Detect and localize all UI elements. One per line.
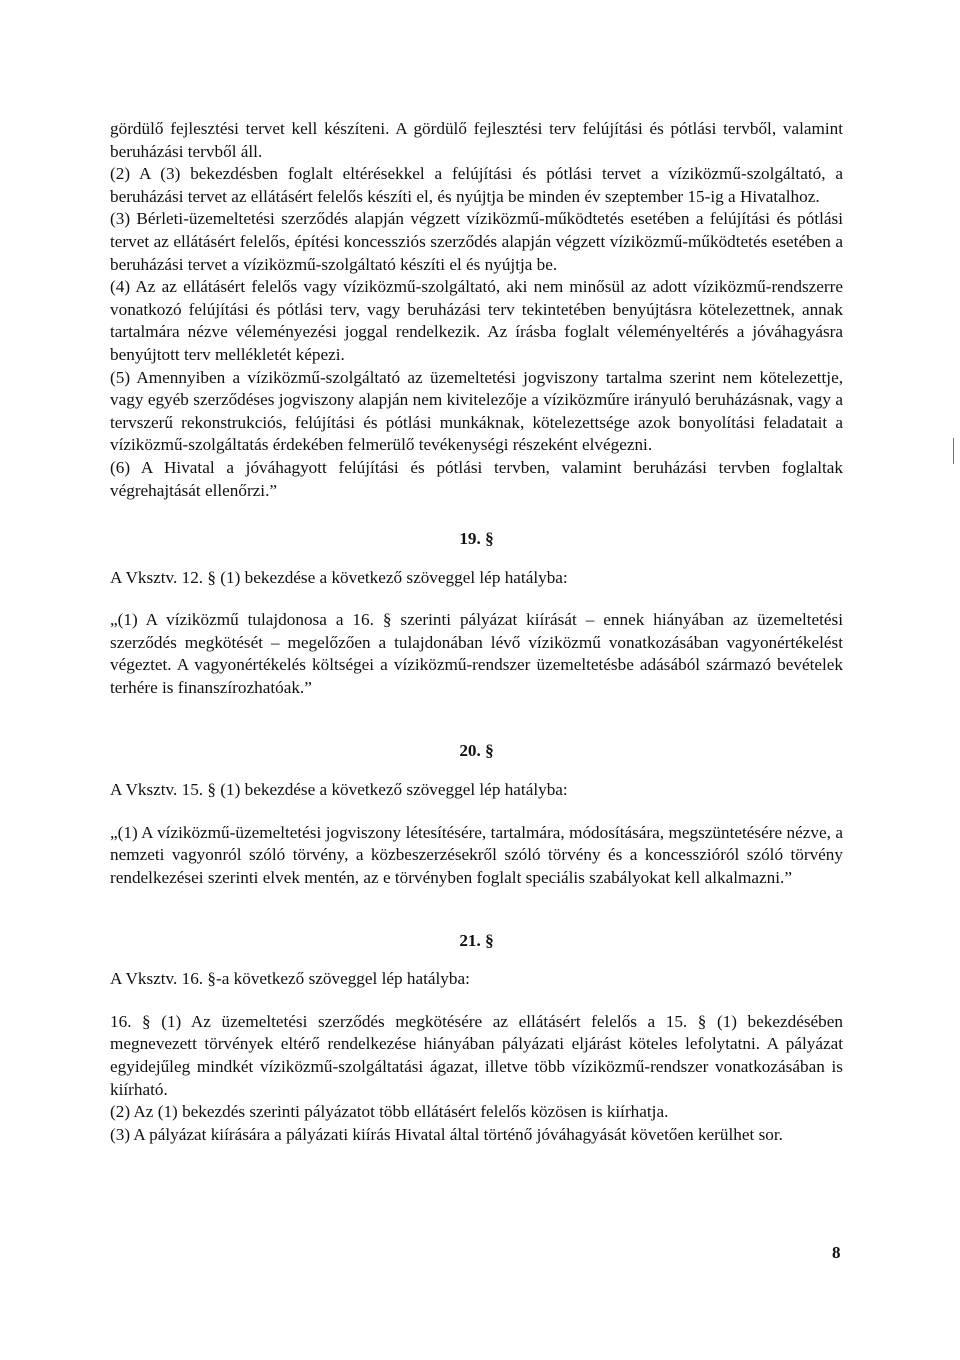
section-heading-19: 19. § (459, 529, 494, 549)
amendment-intro: A Vksztv. 12. § (1) bekezdése a következő szöveggel lép hatályba: (110, 567, 568, 587)
quoted-provision: „(1) A víziközmű tulajdonosa a 16. § szerinti pályázat kiírását – ennek hiányában az üzemeltetési szerződés megkötését – megelőzően a tulajdonában lévő víziközmű vonatkozásában vagyonértékelést végeztet. A vagyonértékelés költségei a víziközmű-rendszer üzemeltetésbe adásából származó bevételek terhére is finanszírozhatóak.” (110, 610, 843, 698)
document-page (110, 118, 843, 1146)
section-heading-21: 21. § (459, 930, 494, 950)
paragraph: (4) Az az ellátásért felelős vagy víziközmű-szolgáltató, aki nem minősül az adott víziközmű-rendszerre vonatkozó felújítási és pótlási terv, vagy beruházási terv tekintetében benyújtásra kötelezettnek, annak tartalmára nézve véleményezési joggal rendelkezik. Az írásba foglalt véleményeltérés a jóváhagyásra benyújtott terv mellékletét képezi. (110, 277, 843, 364)
provision-paragraph: (3) A pályázat kiírására a pályázati kiírás Hivatal által történő jóváhagyását követően kerülhet sor. (110, 1124, 783, 1144)
amendment-intro: A Vksztv. 15. § (1) bekezdése a következő szöveggel lép hatályba: (110, 780, 568, 800)
paragraph: (5) Amennyiben a víziközmű-szolgáltató az üzemeltetési jogviszony tartalma szerint nem kötelezettje, vagy egyéb szerződéses jogviszony alapján nem kivitelezője a víziközműre irányuló beruházásnak, vagy a tervszerű rekonstrukciós, felújítási és pótlási munkáknak, kötelezettsége azok bonyolítási feladatait a víziközmű-szolgáltatás érdekében felmerülő tevékenységi részeként elvégezni. (110, 367, 843, 455)
paragraph: (2) A (3) bekezdésben foglalt eltérésekkel a felújítási és pótlási tervet a víziközmű-szolgáltató, a beruházási tervet az ellátásért felelős készíti el, és nyújtja be minden év szeptember 15-ig a Hivatalhoz. (110, 164, 843, 206)
provision-paragraph: (2) Az (1) bekezdés szerinti pályázatot több ellátásért felelős közösen is kiírhatja. (110, 1102, 669, 1122)
margin-mark (953, 438, 954, 464)
page-number: 8 (832, 1243, 841, 1262)
paragraph: gördülő fejlesztési tervet kell készíteni. A gördülő fejlesztési terv felújítási és pótlási tervből, valamint beruházási tervből áll. (110, 119, 843, 161)
section-heading-20: 20. § (459, 740, 494, 760)
provision-paragraph: 16. § (1) Az üzemeltetési szerződés megkötésére az ellátásért felelős a 15. § (1) bekezdésében megnevezett törvények eltérő rendelkezése hiányában pályázati eljárást köteles lefolytatni. A pályázat egyidejűleg mindkét víziközmű-szolgáltatási ágazat, illetve több víziközmű-rendszer vonatkozásában is kiírható. (110, 1011, 843, 1099)
paragraph: (6) A Hivatal a jóváhagyott felújítási és pótlási tervben, valamint beruházási tervben foglaltak végrehajtását ellenőrzi.” (110, 457, 843, 500)
quoted-provision: „(1) A víziközmű-üzemeltetési jogviszony létesítésére, tartalmára, módosítására, megszüntetésére nézve, a nemzeti vagyonról szóló törvény, a közbeszerzésekről szóló törvény és a koncesszióról szóló törvény rendelkezései szerinti elvek mentén, az e törvényben foglalt speciális szabályokat kell alkalmazni.” (110, 822, 843, 888)
amendment-intro: A Vksztv. 16. §-a következő szöveggel lép hatályba: (110, 969, 470, 989)
paragraph: (3) Bérleti-üzemeltetési szerződés alapján végzett víziközmű-működtetés esetében a felújítási és pótlási tervet az ellátásért felelős, építési koncessziós szerződés alapján végzett víziközmű-működtetés esetében a beruházási tervet a víziközmű-szolgáltató készíti el és nyújtja be. (110, 209, 843, 274)
